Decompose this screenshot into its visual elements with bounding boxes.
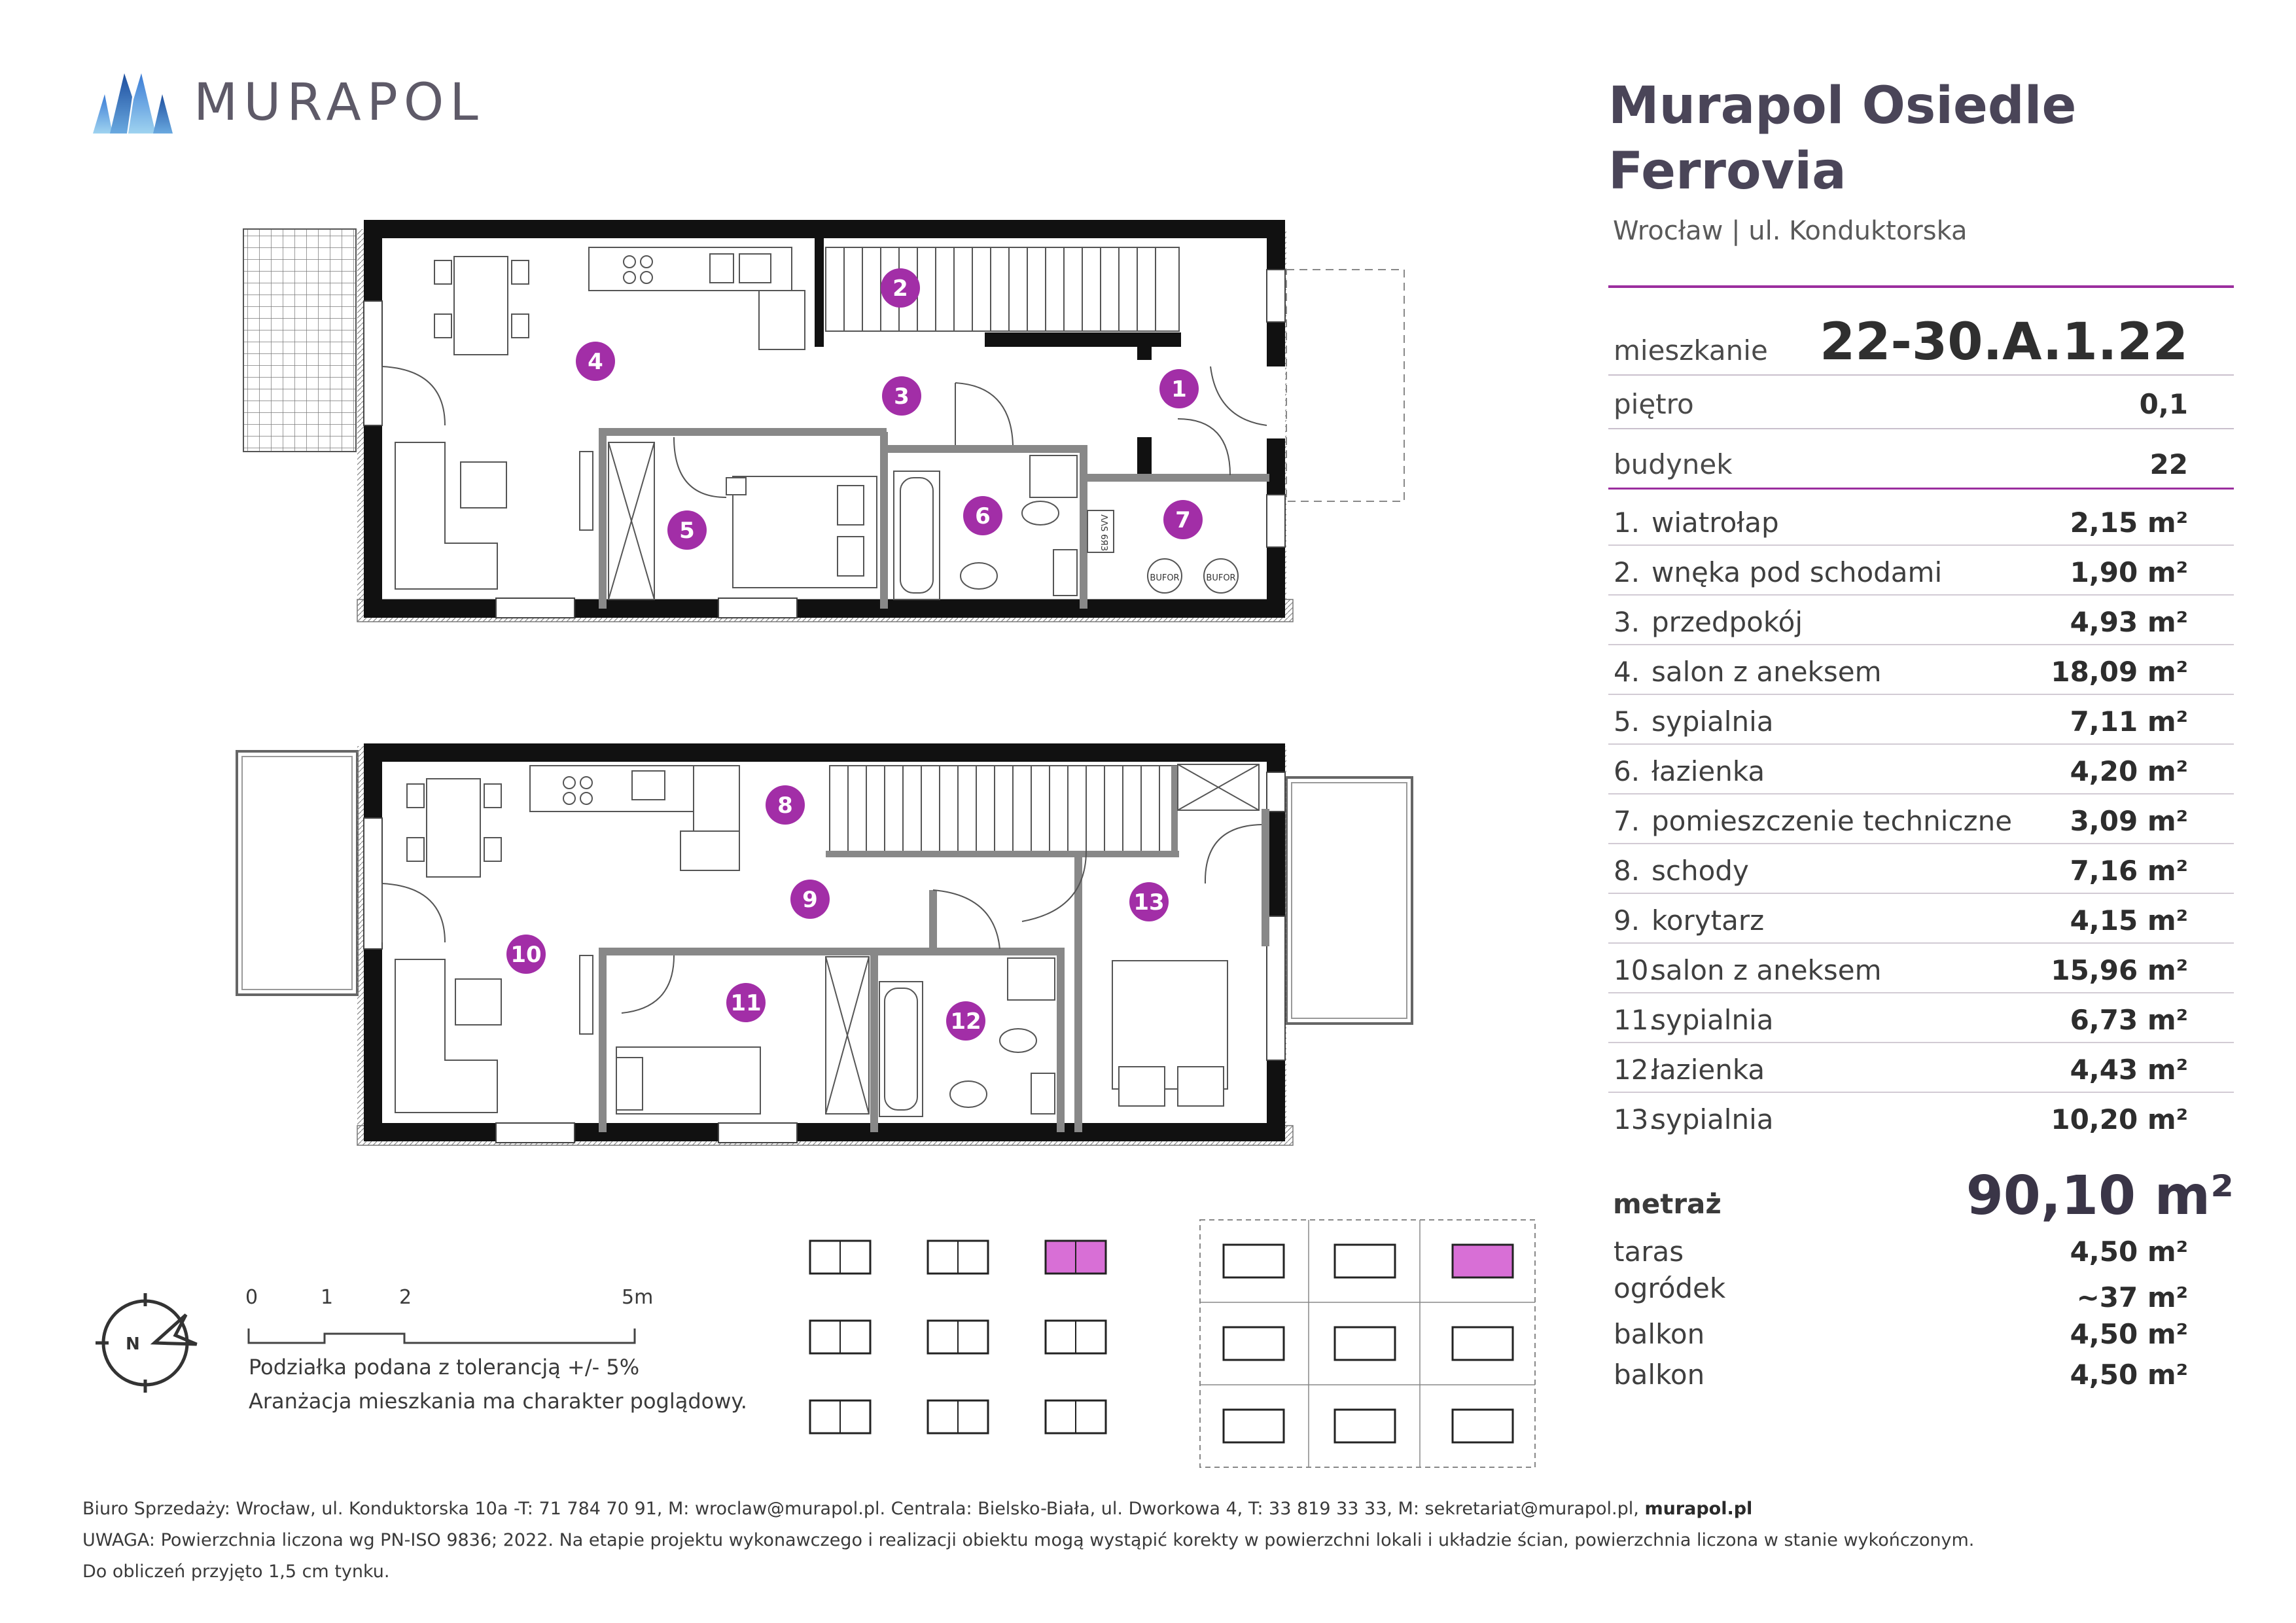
window	[1267, 270, 1285, 322]
right-room-wall-2	[1262, 809, 1269, 946]
room-area: 3,09 m²	[2070, 805, 2188, 837]
window	[1267, 772, 1285, 812]
footer-contact	[82, 1499, 1752, 1519]
room-number: 2.	[1614, 556, 1640, 588]
terrace	[243, 229, 356, 452]
footer-website-link[interactable]: murapol.pl	[1644, 1499, 1753, 1519]
window	[1267, 495, 1285, 547]
bath-wall-2	[929, 890, 937, 955]
balcony-left-inner	[242, 757, 352, 990]
room-row	[1608, 496, 2234, 546]
dining-table	[407, 779, 501, 877]
column	[1137, 340, 1152, 360]
title-divider	[1608, 285, 2234, 288]
room-name: salon z aneksem	[1651, 954, 1882, 986]
scale-bar	[242, 1315, 648, 1348]
bedroom-wall-top	[599, 948, 1065, 955]
room-row	[1608, 894, 2234, 944]
tech-label: BUFOR	[1150, 573, 1180, 583]
room-area: 2,15 m²	[2070, 507, 2188, 539]
room-marker-label: 11	[730, 990, 762, 1016]
balcony-right	[1286, 777, 1412, 1024]
floor-label: piętro	[1614, 388, 1694, 420]
upper-floor-plan	[237, 746, 1412, 1145]
room-area: 4,43 m²	[2070, 1054, 2188, 1086]
window	[496, 1123, 574, 1143]
room-row	[1608, 993, 2234, 1043]
brand-wordmark: MURAPOL	[194, 73, 484, 132]
extra-value: 4,50 m²	[2070, 1236, 2188, 1268]
room-name: wnęka pod schodami	[1651, 556, 1943, 588]
bedroom-wall	[599, 948, 607, 1132]
footer-contact-text: Biuro Sprzedaży: Wrocław, ul. Konduktorska 10a -T: 71 784 70 91, M: wroclaw@murapol.pl. Centrala: Bielsko-Biała, ul. Dworkowa 4, T: 33 819 33 33, M: sekretariat@murapol.pl,	[82, 1499, 1639, 1519]
bedroom-wall-top	[599, 428, 887, 436]
balcony-left	[237, 751, 357, 995]
room-name: pomieszczenie techniczne	[1651, 805, 2013, 837]
room-row	[1608, 944, 2234, 993]
room-marker-label: 5	[679, 518, 695, 544]
room-number: 3.	[1614, 606, 1640, 638]
extra-label: balkon	[1614, 1359, 1705, 1391]
stair-wall	[815, 229, 824, 347]
room-number: 5.	[1614, 705, 1640, 738]
dining-table	[434, 257, 529, 355]
room-row	[1608, 794, 2234, 844]
sofa	[395, 442, 593, 589]
project-title	[1608, 73, 2230, 204]
room-row	[1608, 546, 2234, 596]
stair-rail	[826, 851, 1179, 857]
arrangement-note: Aranżacja mieszkania ma charakter poglądowy.	[249, 1389, 747, 1414]
room-area: 4,20 m²	[2070, 755, 2188, 787]
metraz-label: metraż	[1613, 1188, 1722, 1220]
window	[364, 301, 382, 425]
room-row	[1608, 1093, 2234, 1143]
wardrobe	[1178, 764, 1259, 810]
bath-wall	[870, 948, 878, 1132]
extra-label: taras	[1614, 1236, 1684, 1268]
floor-row	[1608, 377, 2234, 429]
apartment-label: mieszkanie	[1614, 334, 1768, 366]
room-marker-label: 2	[892, 276, 908, 302]
staircase	[826, 247, 1179, 331]
room-row	[1608, 596, 2234, 645]
room-marker-label: 9	[802, 887, 818, 913]
scale-tick: 2	[399, 1286, 412, 1309]
room-area: 18,09 m²	[2051, 656, 2188, 688]
scale-tick: 5m	[622, 1286, 654, 1309]
building-location-grid	[798, 1217, 1112, 1453]
room-name: korytarz	[1651, 904, 1765, 936]
room-number: 12.	[1614, 1054, 1657, 1086]
column	[1137, 437, 1152, 476]
bath-wall-right	[1057, 948, 1065, 1132]
project-title-line1: Murapol Osiedle	[1608, 77, 2077, 135]
scale-tolerance-note: Podziałka podana z tolerancją +/- 5%	[249, 1355, 640, 1380]
bath-wall	[880, 432, 888, 609]
room-number: 1.	[1614, 507, 1640, 539]
room-name: przedpokój	[1651, 606, 1803, 638]
project-title-line2: Ferrovia	[1608, 142, 1846, 201]
metraz-value: 90,10 m²	[1966, 1165, 2234, 1227]
room-number: 13.	[1614, 1103, 1657, 1135]
kitchen-counter	[589, 247, 805, 349]
window	[496, 598, 574, 618]
room-number: 11.	[1614, 1004, 1657, 1036]
room-row	[1608, 844, 2234, 894]
balcony-right-inner	[1292, 783, 1407, 1018]
room-markers	[506, 268, 1203, 1041]
scale-tick: 1	[321, 1286, 334, 1309]
room-number: 7.	[1614, 805, 1640, 837]
room-marker-label: 10	[510, 942, 542, 968]
room-area: 7,11 m²	[2070, 705, 2188, 738]
scale-tick: 0	[245, 1286, 258, 1309]
entrance-door-gap	[1267, 366, 1285, 438]
window	[718, 598, 797, 618]
room-number: 8.	[1614, 855, 1640, 887]
extra-label: ogródek	[1614, 1272, 1726, 1304]
site-plan-map	[1197, 1217, 1538, 1472]
room-marker-label: 13	[1133, 889, 1165, 916]
ground-floor-plan	[243, 229, 1404, 622]
room-name: wiatrołap	[1651, 507, 1779, 539]
room-marker-label: 8	[777, 793, 793, 819]
room-name: salon z aneksem	[1651, 656, 1882, 688]
apartment-number: 22-30.A.1.22	[1820, 313, 2188, 372]
apartment-number-row	[1608, 293, 2234, 376]
floor-plans	[0, 0, 1570, 1178]
room-number: 4.	[1614, 656, 1640, 688]
room-name: łazienka	[1651, 755, 1765, 787]
wardrobe	[826, 957, 869, 1114]
room-area: 4,93 m²	[2070, 606, 2188, 638]
staircase	[830, 766, 1176, 852]
tech-wall-top	[1080, 474, 1269, 482]
extra-value: ~37 m²	[2076, 1281, 2188, 1313]
window	[718, 1123, 797, 1143]
wardrobe-wall	[599, 428, 607, 609]
room-row	[1608, 695, 2234, 745]
extra-value: 4,50 m²	[2070, 1318, 2188, 1350]
building-row	[1608, 429, 2234, 490]
room-area: 10,20 m²	[2051, 1103, 2188, 1135]
building-label: budynek	[1614, 448, 1733, 480]
floor-value: 0,1	[2139, 388, 2188, 420]
kitchen-counter	[530, 766, 739, 870]
room-marker-label: 1	[1171, 376, 1187, 402]
tech-label: BUFOR	[1206, 573, 1236, 583]
room-number: 6.	[1614, 755, 1640, 787]
room-row	[1608, 1043, 2234, 1093]
room-name: sypialnia	[1651, 1103, 1774, 1135]
room-area: 6,73 m²	[2070, 1004, 2188, 1036]
entrance-canopy	[1286, 270, 1404, 501]
room-number: 9.	[1614, 904, 1640, 936]
room-area: 15,96 m²	[2051, 954, 2188, 986]
room-name: sypialnia	[1651, 705, 1774, 738]
window	[1267, 916, 1285, 1060]
room-marker-label: 6	[975, 503, 991, 529]
room-marker-labels	[510, 276, 1191, 1035]
room-marker-label: 12	[950, 1008, 981, 1035]
stair-wall	[1171, 766, 1178, 857]
footer-plaster-note: Do obliczeń przyjęto 1,5 cm tynku.	[82, 1561, 390, 1582]
tech-label: ΛΛS 6ЯЗ	[1099, 514, 1108, 551]
right-room-wall	[1074, 929, 1082, 1132]
svg-text:N: N	[126, 1334, 140, 1354]
project-location: Wrocław | ul. Konduktorska	[1613, 216, 1968, 246]
bath-wall-top	[883, 445, 1083, 453]
window	[364, 818, 382, 949]
tech-wall	[1080, 445, 1087, 609]
building-value: 22	[2149, 448, 2188, 480]
footer-notice: UWAGA: Powierzchnia liczona wg PN-ISO 9836; 2022. Na etapie projektu wykonawczego i realizacji obiektu mogą wystąpić korekty w powierzchni lokali i układzie ścian, powierzchnia liczona w stanie wykończonym.	[82, 1530, 1975, 1550]
wardrobe	[609, 442, 654, 599]
room-number: 10.	[1614, 954, 1657, 986]
room-area: 4,15 m²	[2070, 904, 2188, 936]
bed	[616, 1047, 760, 1114]
room-area: 1,90 m²	[2070, 556, 2188, 588]
room-row	[1608, 745, 2234, 794]
extra-label: balkon	[1614, 1318, 1705, 1350]
extra-value: 4,50 m²	[2070, 1359, 2188, 1391]
room-marker-label: 4	[588, 349, 603, 375]
sofa	[395, 955, 593, 1113]
room-row	[1608, 645, 2234, 695]
room-name: schody	[1651, 855, 1749, 887]
compass-north-icon	[92, 1287, 203, 1398]
room-name: łazienka	[1651, 1054, 1765, 1086]
bed	[1112, 961, 1227, 1106]
room-marker-label: 7	[1175, 507, 1191, 533]
room-area: 7,16 m²	[2070, 855, 2188, 887]
room-name: sypialnia	[1651, 1004, 1774, 1036]
bed	[726, 476, 877, 588]
room-marker-label: 3	[894, 383, 910, 410]
